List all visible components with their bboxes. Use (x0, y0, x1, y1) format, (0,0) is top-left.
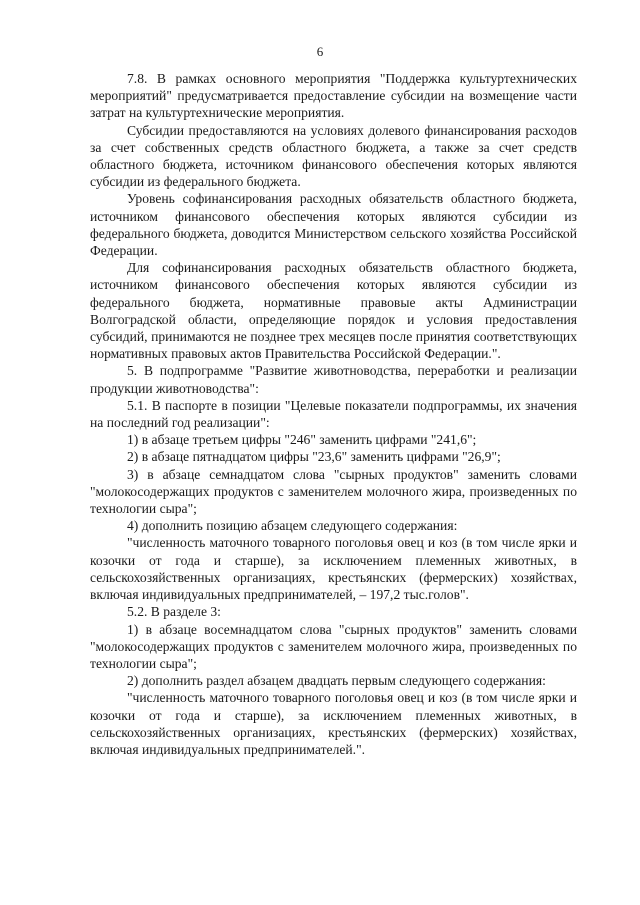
paragraph-5-subprogram: 5. В подпрограмме "Развитие животноводства, переработки и реализации продукции животноводства": (90, 363, 577, 396)
quote-livestock-count-1: "численность маточного товарного поголовья овец и коз (в том числе ярки и козочки от года и старше), за исключением племенных животных, в сельскохозяйственных организациях, крестьянских (фермерских) хозяйствах, включая индивидуальных предпринимателей, – 197,2 тыс.голов". (90, 535, 577, 603)
list-item-5-1-2: 2) в абзаце пятнадцатом цифры "23,6" заменить цифрами "26,9"; (127, 449, 501, 465)
list-item-5-2-2: 2) дополнить раздел абзацем двадцать первым следующего содержания: (127, 673, 546, 689)
paragraph-subsidy-conditions: Субсидии предоставляются на условиях долевого финансирования расходов за счет собственных средств областного бюджета, а также за счет средств областного бюджета, источником финансового обеспечения которых являются субсидии из федерального бюджета. (90, 122, 577, 190)
paragraph-7-8-intro: 7.8. В рамках основного мероприятия "Поддержка культуртехнических мероприятий" предусматривается предоставление субсидии на возмещение части затрат на культуртехнические мероприятия. (90, 71, 577, 121)
paragraph-cofinancing-level: Уровень софинансирования расходных обязательств областного бюджета, источником финансового обеспечения которых являются субсидии из федерального бюджета, доводится Министерством сельского хозяйства Российской Федерации. (90, 191, 577, 259)
list-item-5-2-1: 1) в абзаце восемнадцатом слова "сырных продуктов" заменить словами "молокосодержащих продуктов с заменителем молочного жира, произведенных по технологии сыра"; (90, 621, 577, 671)
list-item-5-1-1: 1) в абзаце третьем цифры "246" заменить цифрами "241,6"; (127, 432, 477, 448)
page-number: 6 (316, 44, 324, 59)
list-item-5-1-3: 3) в абзаце семнадцатом слова "сырных продуктов" заменить словами "молокосодержащих продуктов с заменителем молочного жира, произведенных по технологии сыра"; (90, 466, 577, 517)
list-item-5-1-4: 4) дополнить позицию абзацем следующего содержания: (127, 518, 458, 534)
document-body (90, 70, 577, 758)
paragraph-5-2-section: 5.2. В разделе 3: (127, 604, 221, 620)
paragraph-5-1-passport: 5.1. В паспорте в позиции "Целевые показатели подпрограммы, их значения на последний год реализации": (90, 397, 577, 431)
paragraph-cofinancing-acts: Для софинансирования расходных обязательств областного бюджета, источником финансового обеспечения которых являются субсидии из федерального бюджета, нормативные правовые акты Администрации Волгоградской области, определяющие порядок и условия предоставления субсидий, принимаются не позднее трех месяцев после принятия соответствующих нормативных правовых актов Правительства Российской Федерации.". (90, 260, 577, 362)
quote-livestock-count-2: "численность маточного товарного поголовья овец и коз (в том числе ярки и козочки от года и старше), за исключением племенных животных, в сельскохозяйственных организациях, крестьянских (фермерских) хозяйствах, включая индивидуальных предпринимателей.". (90, 690, 577, 757)
